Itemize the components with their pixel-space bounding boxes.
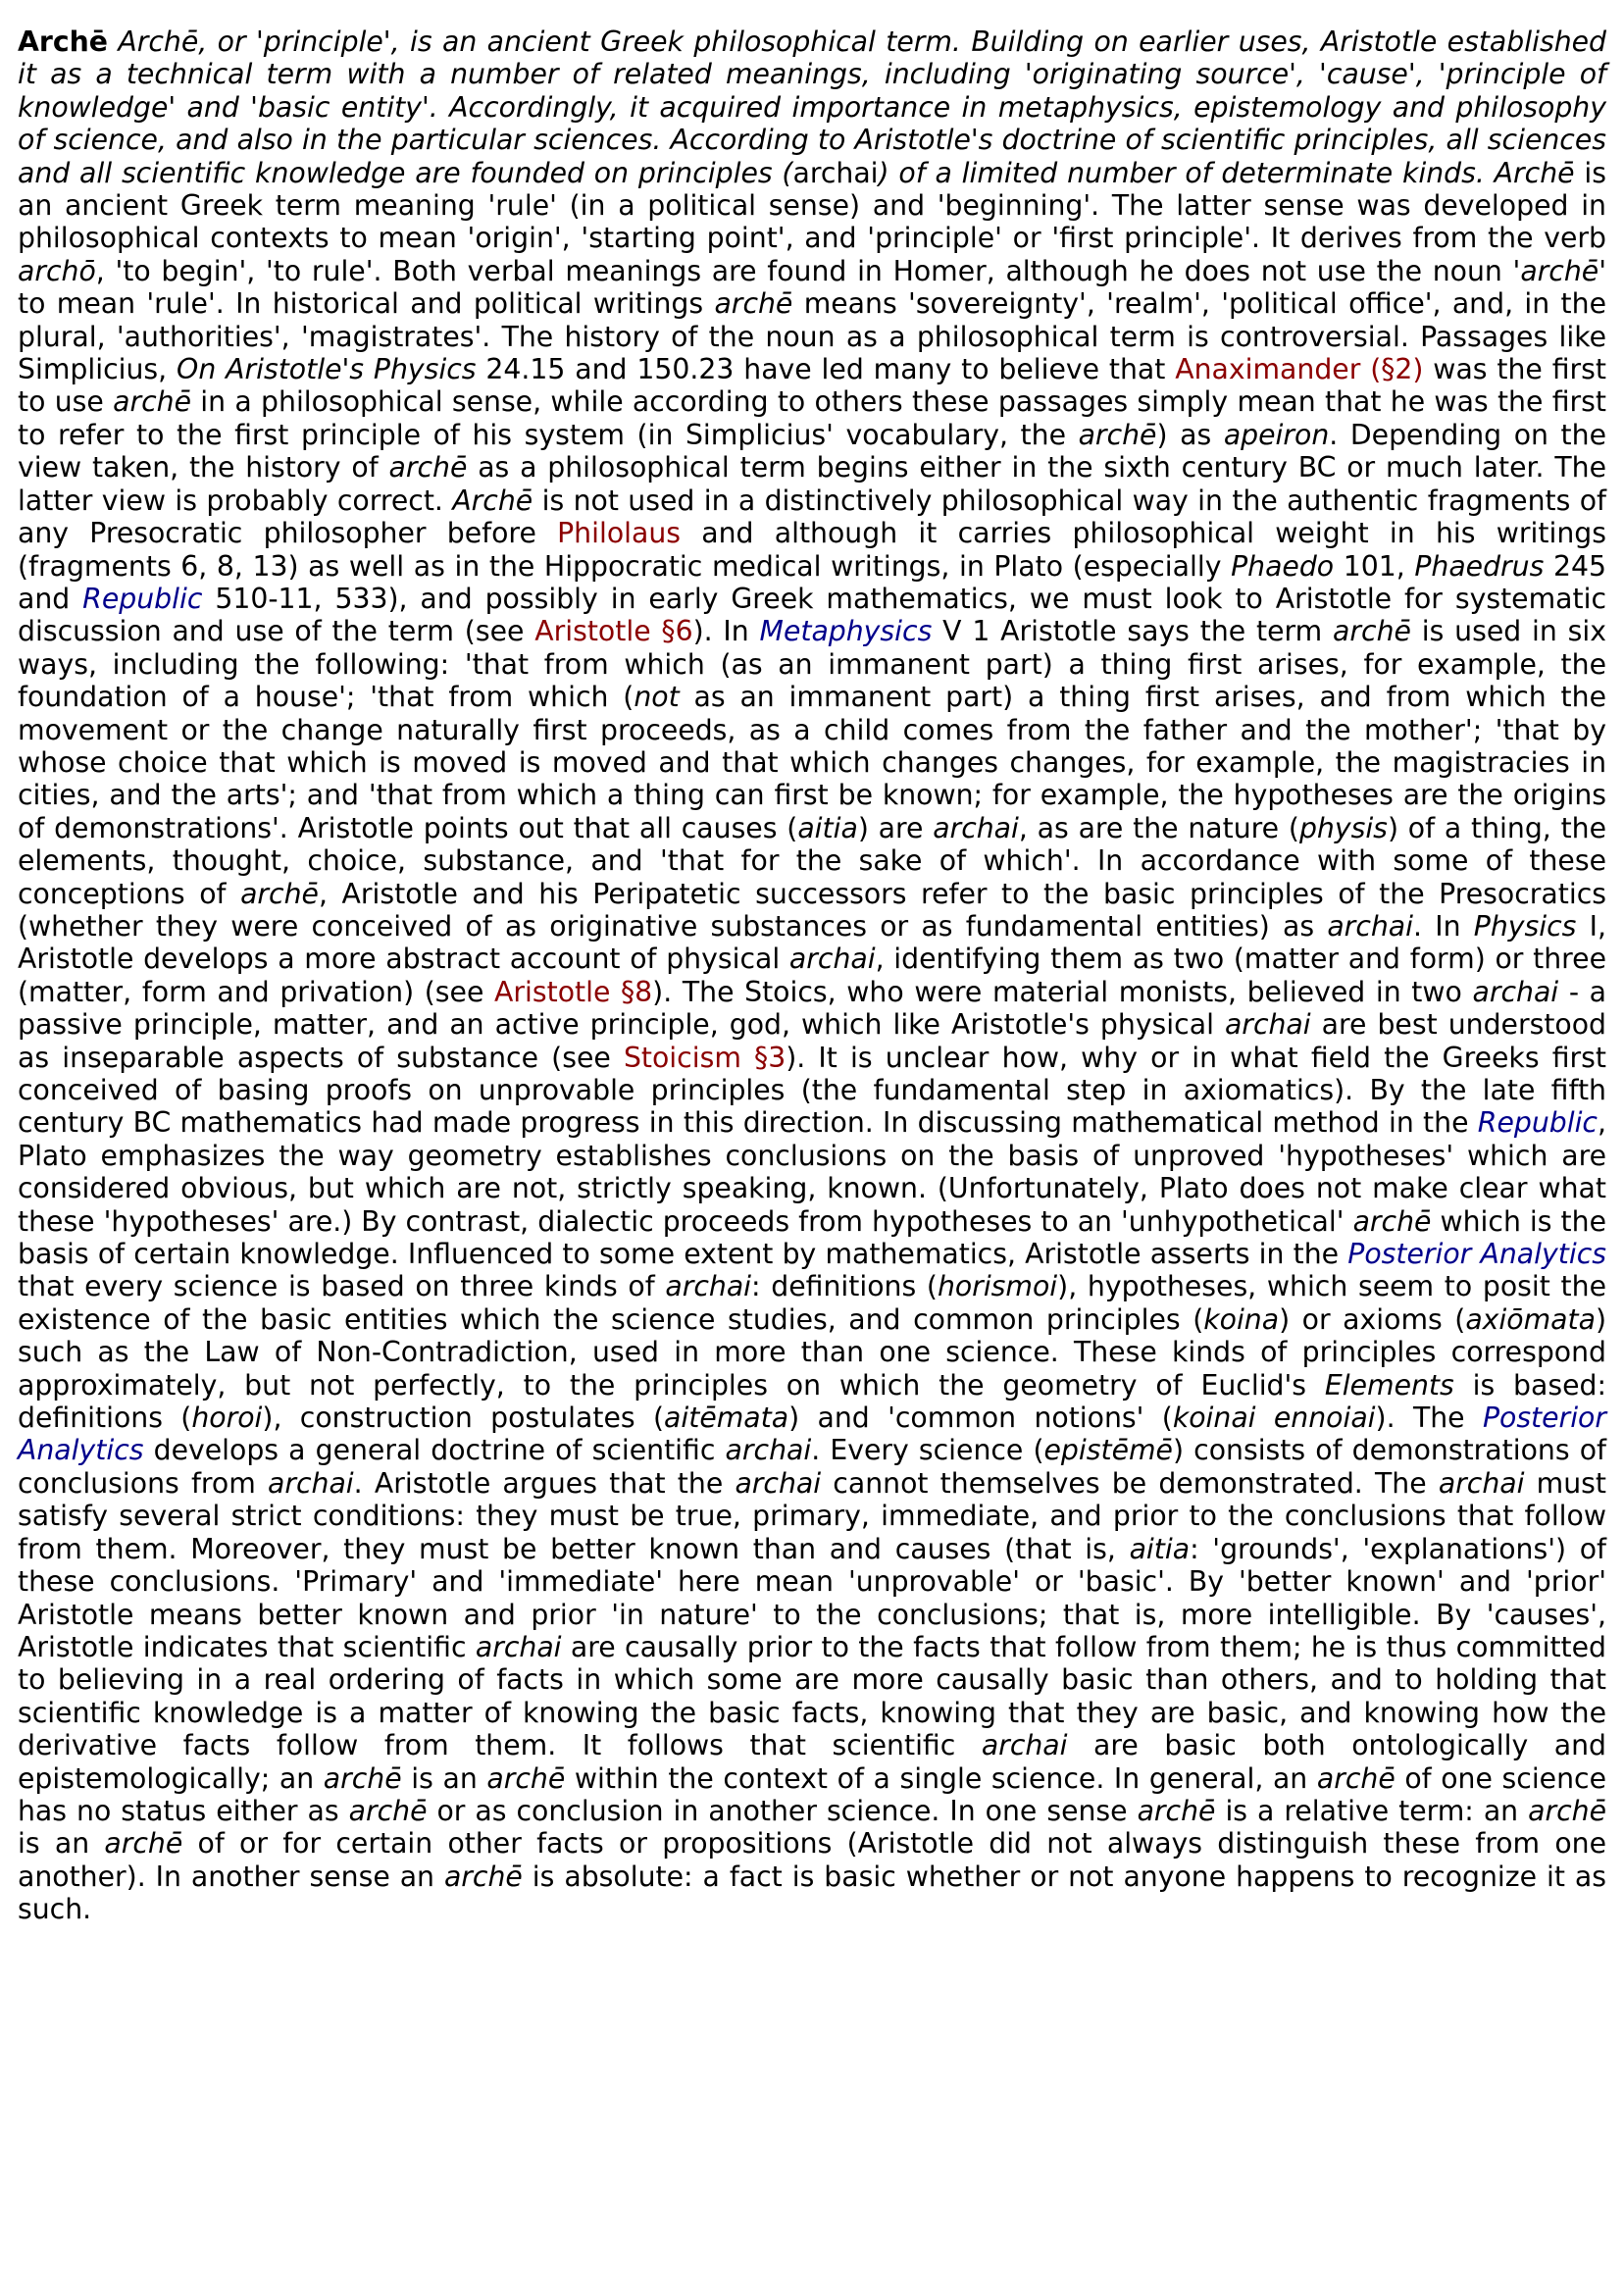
body-text: ). It is unclear how, why or in what field the Greeks first conceived of basing proofs on unprovable principles (the fundamental step in axiomatics). By the late fifth century BC mathematics had made progress in this direction. In discussing mathematical method in the <box>18 1041 1607 1140</box>
italic-term: archai <box>788 943 876 976</box>
body-text: ) of a thing, the elements, thought, choice, substance, and 'that for the sake of which'. In accordance with some of these conceptions of <box>18 811 1607 910</box>
italic-term: archē <box>1333 615 1411 648</box>
italic-term: archē <box>113 385 191 419</box>
work-title-link[interactable]: Posterior Analytics <box>18 1402 1607 1467</box>
italic-term: archē <box>348 1794 428 1827</box>
body-text: 510-11, 533), and possibly in early Greek mathematics, we must look to Aristotle for systematic discussion and use of the term (see <box>18 582 1606 648</box>
body-text: 101, <box>1334 549 1415 583</box>
body-text: ). The Stoics, who were material monists, believed in two <box>652 975 1473 1008</box>
cross-reference-link[interactable]: Stoicism §3 <box>623 1041 787 1074</box>
italic-term: aitia <box>797 811 858 844</box>
body-text: , Aristotle and his Peripatetic successors refer to the basic principles of the Presocratics (whether they were conceived of as originative substances or as fundamental entities) as <box>18 877 1606 943</box>
body-text: are best understood as inseparable aspects of substance (see <box>18 1008 1606 1074</box>
body-text: of or for certain other facts or propositions (Aristotle did not always distinguish these from one another). In another sense an <box>18 1827 1606 1893</box>
body-text: is an ancient Greek term meaning 'rule' (in a political sense) and 'beginning'. The latter sense was developed in philosophical contexts to mean 'origin', 'starting point', and 'principle' or 'first principle'. It derives from the verb <box>18 156 1607 255</box>
body-text: means 'sovereignty', 'realm', 'political office', and, in the plural, 'authorities', 'magistrates'. The history of the noun as a philosophical term is controversial. Passages like Simplicius, <box>18 287 1606 386</box>
work-title-link[interactable]: Posterior Analytics <box>1347 1238 1607 1271</box>
italic-term: horismoi <box>937 1270 1058 1303</box>
body-text: : definitions ( <box>751 1270 938 1303</box>
body-text: that every science is based on three kinds of <box>18 1270 666 1303</box>
body-text: as a philosophical term begins either in the sixth century BC or much later. The latter view is probably correct. <box>18 451 1607 517</box>
body-text: and although it carries philosophical weight in his writings (fragments 6, 8, 13) as well as in the Hippocratic medical writings, in Plato (especially <box>18 517 1606 583</box>
italic-term: archē <box>1316 1761 1396 1795</box>
italic-term: apeiron <box>1223 418 1330 451</box>
cross-reference-link[interactable]: Aristotle §8 <box>494 975 653 1008</box>
italic-term: koina <box>1203 1302 1280 1336</box>
italic-term: archai <box>1438 1466 1525 1500</box>
italic-term: archē <box>1137 1794 1216 1827</box>
italic-term: Phaedrus <box>1414 549 1545 583</box>
italic-term: On Aristotle's Physics <box>177 353 477 386</box>
italic-term: physis <box>1298 811 1388 844</box>
italic-term: archē <box>240 877 319 910</box>
body-text: : 'grounds', 'explanations') of these conclusions. 'Primary' and 'immediate' here mean 'unprovable' or 'basic'. By 'better known' and 'prior' Aristotle means better known and prior 'in nature' to the conclusions; that is, more intelligible. By 'causes', Aristotle indicates that scientific <box>18 1532 1606 1663</box>
body-text: are basic both ontologically and epistemologically; an <box>18 1729 1606 1795</box>
body-text: within the context of a single science. In general, an <box>565 1761 1317 1795</box>
work-title-link[interactable]: Republic <box>82 582 203 615</box>
body-text: is an <box>401 1761 487 1795</box>
italic-term: aitēmata <box>664 1402 789 1435</box>
italic-term: Archē, or 'principle', is an ancient Greek philosophical term. Building on earlier uses, Aristotle established it as a technical term with a number of related meanings, including 'originating source', 'cause', 'principle of knowledge' and 'basic entity'. Accordingly, it acquired importance in metaphysics, epistemology and philosophy of science, and also in the particular sciences. According to Aristotle's doctrine of scientific principles, all sciences and all scientific knowledge are founded on principles ( <box>18 25 1606 189</box>
italic-term: axiōmata <box>1465 1302 1596 1336</box>
cross-reference-link[interactable]: Anaximander (§2) <box>1175 353 1424 386</box>
article-body <box>18 25 1606 1926</box>
body-text: which is the basis of certain knowledge. Influenced to some extent by mathematics, Aristotle asserts in the <box>18 1204 1606 1271</box>
body-text: is not used in a distinctively philosophical way in the authentic fragments of any Presocratic philosopher before <box>18 484 1606 550</box>
body-text: is an <box>18 1827 105 1861</box>
body-text: develops a general doctrine of scientific <box>143 1434 726 1467</box>
italic-term: archē <box>1520 254 1599 287</box>
italic-term: archē <box>1352 1204 1432 1238</box>
body-text: are causally prior to the facts that follow from them; he is thus committed to believing in a real ordering of facts in which some are more causally basic than others, and to holding that scientific knowledge is a matter of knowing the basic facts, knowing that they are basic, and knowing how the derivative facts follow from them. It follows that scientific <box>18 1630 1607 1762</box>
body-text: ), construction postulates ( <box>262 1402 665 1435</box>
italic-term: archai <box>475 1630 562 1663</box>
italic-term: archē <box>443 1860 523 1893</box>
cross-reference-link[interactable]: Aristotle §6 <box>534 615 693 648</box>
body-text: ) and 'common notions' ( <box>788 1402 1173 1435</box>
body-text: is a relative term: an <box>1215 1794 1529 1827</box>
italic-term: archē <box>714 287 793 321</box>
body-text: is based: definitions ( <box>18 1368 1607 1435</box>
italic-term: archai <box>1472 975 1559 1008</box>
italic-term: archai <box>725 1434 812 1467</box>
body-text: is absolute: a fact is basic whether or not anyone happens to recognize it as such. <box>18 1860 1606 1926</box>
body-text: archai <box>792 156 879 189</box>
work-title-link[interactable]: Republic <box>1477 1106 1598 1140</box>
italic-term: aitia <box>1129 1532 1191 1565</box>
italic-term: archē <box>486 1761 566 1795</box>
body-text: must satisfy several strict conditions: they must be true, primary, immediate, and prior to the conclusions that follow from them. Moreover, they must be better known than and causes (that is, <box>18 1466 1607 1565</box>
body-text: , Plato emphasizes the way geometry establishes conclusions on the basis of unproved 'hypotheses' which are considered obvious, but which are not, strictly speaking, known. (Unfortunately, Plato does not make clear what these 'hypotheses' are.) By contrast, dialectic proceeds from hypotheses to an 'unhypothetical' <box>18 1106 1606 1238</box>
italic-term: archai <box>735 1466 822 1500</box>
body-text: cannot themselves be demonstrated. The <box>821 1466 1439 1500</box>
italic-term: epistēmē <box>1043 1434 1173 1467</box>
body-text: is used in six ways, including the following: 'that from which (as an immanent part) a thing first arises, for example, the foundation of a house'; 'that from which ( <box>18 615 1606 714</box>
italic-term: not <box>634 681 680 714</box>
italic-term: koinai ennoiai <box>1172 1402 1376 1435</box>
body-text: ) as <box>1156 418 1224 451</box>
body-text: V 1 Aristotle says the term <box>932 615 1334 648</box>
body-text: I, Aristotle develops a more abstract account of physical <box>18 909 1607 976</box>
italic-term: archē <box>388 451 468 484</box>
body-text: ). The <box>1375 1402 1483 1435</box>
body-text: ) consists of demonstrations of conclusions from <box>18 1434 1606 1500</box>
body-text: , identifying them as two (matter and form) or three (matter, form and privation) (see <box>18 943 1606 1008</box>
italic-term: archō <box>18 254 96 287</box>
body-text: or as conclusion in another science. In one sense <box>427 1794 1138 1827</box>
italic-term: Physics <box>1473 909 1577 943</box>
body-text: , as are the nature ( <box>1018 811 1299 844</box>
body-text: 24.15 and 150.23 have led many to believe that <box>476 353 1176 386</box>
body-text: ), hypotheses, which seem to posit the existence of the basic entities which the science studies, and common principles ( <box>18 1270 1606 1336</box>
italic-term: archai <box>981 1729 1068 1762</box>
body-text: . In <box>1413 909 1474 943</box>
italic-term: archai <box>268 1466 354 1500</box>
body-text: ) such as the Law of Non-Contradiction, used in more than one science. These kinds of principles correspond approximately, but not perfectly, to the principles on which the geometry of Euclid's <box>18 1302 1606 1402</box>
italic-term: archē <box>104 1827 183 1861</box>
body-text: . Aristotle argues that the <box>353 1466 736 1500</box>
body-text: . Depending on the view taken, the history of <box>18 418 1606 484</box>
body-text: - a passive principle, matter, and an active principle, god, which like Aristotle's physical <box>18 975 1607 1042</box>
italic-term: ) of a limited number of determinate kinds. Archē <box>878 156 1575 189</box>
italic-term: archai <box>1224 1008 1311 1042</box>
body-text: as an immanent part) a thing first arises, and from which the movement or the change naturally first proceeds, as a child comes from the father and the mother'; 'that by whose choice that which is moved is moved and that which changes changes, for example, the magistracies in cities, and the arts'; and 'that from which a thing can first be known; for example, the hypotheses are the origins of demonstrations'. Aristotle points out that all causes ( <box>18 681 1606 844</box>
body-text: of one science has no status either as <box>18 1761 1606 1827</box>
body-text: 245 and <box>18 549 1606 615</box>
body-text: ' to mean 'rule'. In historical and political writings <box>18 254 1606 321</box>
work-title-link[interactable]: Metaphysics <box>759 615 933 648</box>
italic-term: archai <box>665 1270 752 1303</box>
body-text: ). In <box>692 615 760 648</box>
italic-term: archē <box>1528 1794 1606 1827</box>
body-text: was the first to use <box>18 353 1606 419</box>
body-text: in a philosophical sense, while according to others these passages simply mean that he was the first to refer to the first principle of his system (in Simplicius' vocabulary, the <box>18 385 1606 451</box>
italic-term: archē <box>1078 418 1157 451</box>
italic-term: Elements <box>1324 1368 1454 1402</box>
body-text: ) are <box>857 811 934 844</box>
body-text: ) or axioms ( <box>1279 1302 1466 1336</box>
body-text: , 'to begin', 'to rule'. Both verbal meanings are found in Homer, although he does not use the noun ' <box>95 254 1521 287</box>
italic-term: archai <box>1327 909 1414 943</box>
headword: Archē <box>18 25 108 58</box>
italic-term: Phaedo <box>1231 549 1335 583</box>
body-text: . Every science ( <box>811 1434 1044 1467</box>
cross-reference-link[interactable]: Philolaus <box>557 517 682 550</box>
italic-term: Archē <box>452 484 533 517</box>
italic-term: archai <box>933 811 1019 844</box>
italic-term: horoi <box>191 1402 263 1435</box>
italic-term: archē <box>323 1761 402 1795</box>
